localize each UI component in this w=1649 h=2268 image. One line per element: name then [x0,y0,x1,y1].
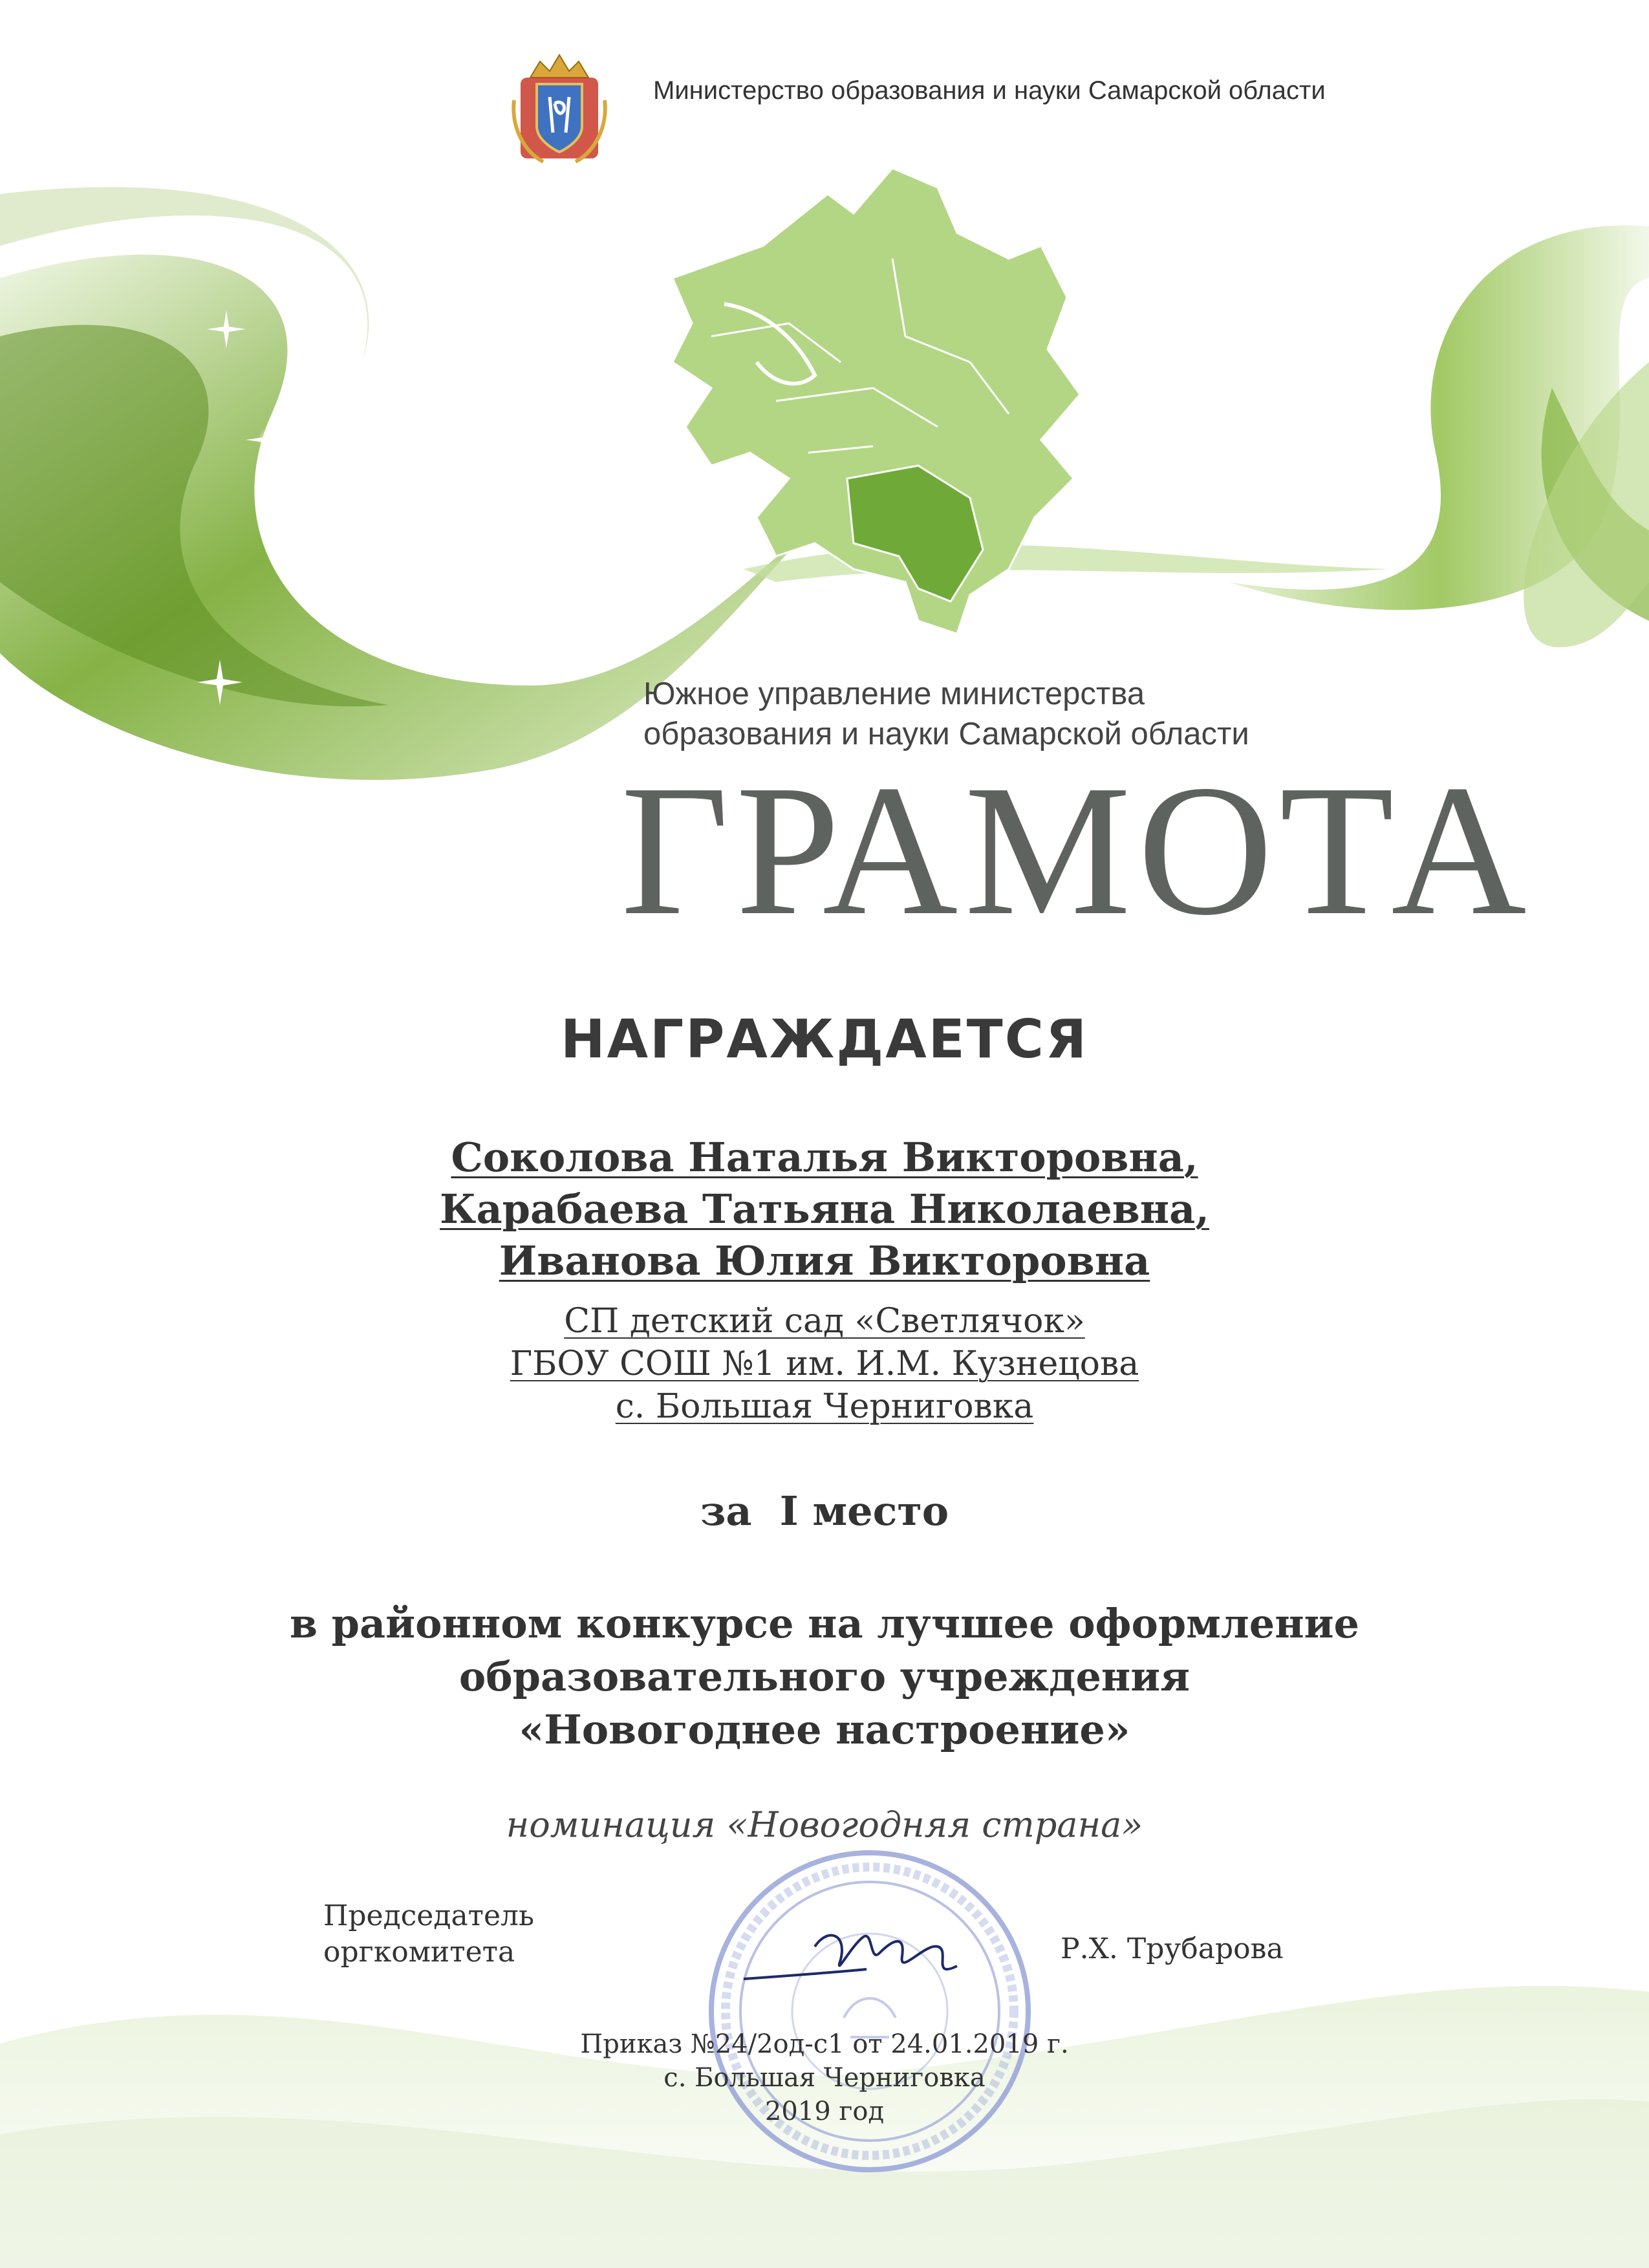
awarded-heading: НАГРАЖДАЕТСЯ [560,1009,1089,1070]
ministry-name: Министерство образования и науки Самарской области [653,76,1326,105]
official-seal-icon [702,1843,1038,2179]
chair-title: Председатель оргкомитета [323,1899,534,1969]
order-reference: Приказ №24/2од-с1 от 24.01.2019 г. [580,2029,1069,2059]
document-title: ГРАМОТА [621,746,1533,954]
contest-description: в районном конкурсе на лучшее оформление образовательного учреждения «Новогоднее настроение» [289,1600,1360,1753]
recipient-name: Соколова Наталья Викторовна, [451,1134,1198,1181]
recipient-name: Иванова Юлия Викторовна [499,1237,1150,1284]
recipient-name: Карабаева Татьяна Николаевна, [440,1185,1209,1233]
signer-name: Р.Х. Трубарова [1061,1932,1284,1965]
award-place: за I место [700,1487,949,1535]
organization: СП детский сад «Светлячок» ГБОУ СОШ №1 им. И.М. Кузнецова с. Большая Черниговка [510,1302,1139,1426]
samara-coat-of-arms-icon [504,49,614,171]
department-name: Южное управление министерства образования и науки Самарской области [643,676,1249,751]
footer-year: 2019 год [764,2097,885,2126]
footer [0,2027,1649,2128]
footer-place: с. Большая Черниговка [663,2063,986,2093]
recipient-names [0,1132,1649,1287]
nomination: номинация «Новогодняя страна» [506,1804,1143,1845]
signature-icon [737,1908,1009,2005]
